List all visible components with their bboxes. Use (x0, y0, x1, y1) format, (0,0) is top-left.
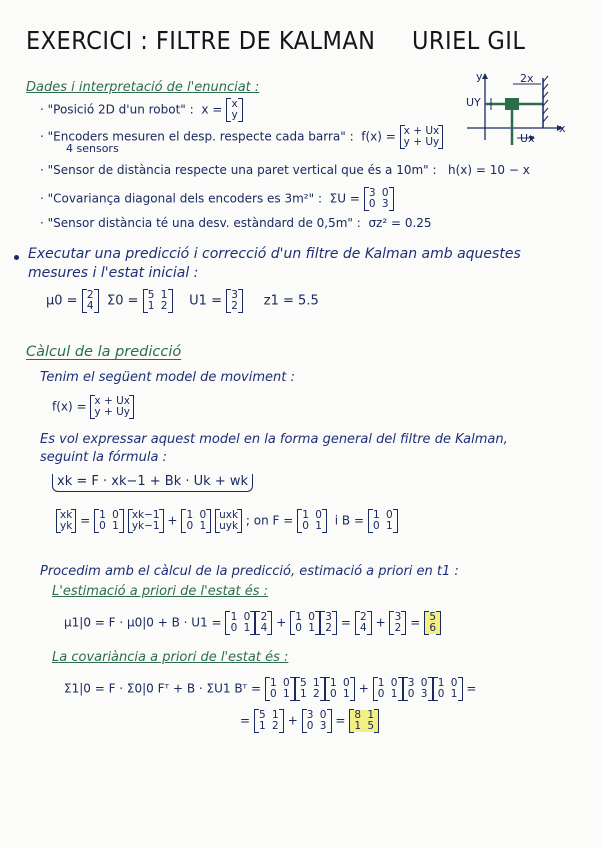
initial-values: μ0 = 2 4 Σ0 = 5 1 1 2 U1 = 3 2 z1 = 5.5 (46, 289, 319, 313)
matrix-cell: x + Ux (403, 125, 440, 137)
prior-cov-eq: Σ1|0 = F · Σ0|0 Fᵀ + B · ΣU1 Bᵀ = 1 0 0 1 5 1 1 2 1 0 0 1 + 1 0 0 1 3 0 0 3 1 0 0 1 = (64, 677, 477, 701)
matrix-cell: 1 (99, 509, 106, 521)
matrix-cell: 2 (86, 289, 94, 301)
sensor-note: 4 sensors (66, 142, 119, 155)
matrix-cell: x + Ux (94, 395, 130, 407)
matrix (90, 396, 134, 418)
matrix-cell: 1 (283, 688, 290, 701)
prior-state-heading: L'estimació a priori de l'estat és : (52, 584, 269, 599)
matrix-cell: 2 (160, 300, 168, 313)
task-line-1: Executar una predicció i correcció d'un filtre de Kalman amb aquestes (28, 246, 521, 262)
matrix-cell: 1 (450, 688, 458, 701)
matrix (225, 612, 255, 634)
matrix-cell: 3 (306, 709, 314, 721)
matrix-cell: 1 (272, 709, 279, 721)
matrix-cell: 2 (394, 622, 402, 635)
matrix (320, 612, 337, 634)
matrix-cell: xk (60, 509, 73, 521)
matrix (181, 510, 211, 532)
prior-cov-result: = 5 1 1 2 + 3 0 0 3 = 8 1 1 5 (240, 710, 379, 732)
matrix-cell: 1 (199, 520, 207, 533)
model-intro: Tenim el següent model de moviment : (40, 370, 295, 385)
matrix-cell: 2 (359, 611, 367, 623)
matrix-cell: uxk (219, 509, 239, 521)
motion-model: f(x) = x + Ux y + Uy (52, 396, 134, 418)
matrix-form: xk yk = 1 0 0 1 xk−1 yk−1 + 1 0 0 1 uxk uyk ; on F = 1 0 0 1 i B = 1 0 0 1 (56, 510, 398, 532)
matrix-cell: 0 (112, 509, 119, 521)
matrix-cell: 2 (231, 300, 238, 313)
data-heading: Dades i interpretació de l'enunciat : (26, 80, 260, 95)
page-title: EXERCICI : FILTRE DE KALMAN (26, 26, 376, 55)
matrix-cell: 0 (407, 688, 415, 701)
prior-state-eq: μ1|0 = F · μ0|0 + B · U1 = 1 0 0 1 2 4 + 1 0 0 1 3 2 = 2 4 + 3 2 = 5 6 (64, 612, 441, 634)
matrix-cell: 0 (295, 622, 302, 635)
matrix-cell: 1 (302, 509, 309, 521)
matrix (297, 510, 327, 532)
matrix-cell: 1 (315, 520, 322, 533)
matrix-cell: 1 (437, 677, 445, 689)
matrix (389, 612, 406, 634)
matrix-cell: 0 (319, 709, 327, 721)
matrix (215, 510, 242, 532)
matrix-cell: 0 (283, 677, 290, 689)
diagram-uy-label: UY (466, 96, 481, 109)
matrix-cell: 1 (300, 688, 307, 701)
matrix-cell: 1 (343, 688, 350, 701)
matrix-cell: 1 (330, 677, 337, 689)
matrix-cell: 0 (308, 611, 315, 623)
matrix-cell: 1 (308, 622, 315, 635)
matrix-cell: 1 (295, 611, 302, 623)
matrix-cell: yk (60, 520, 73, 533)
matrix-cell: 5 (259, 709, 266, 721)
matrix-cell: 5 (429, 611, 436, 623)
prediction-heading: Càlcul de la predicció (26, 344, 182, 360)
matrix-cell: yk−1 (131, 520, 160, 533)
matrix-cell: 1 (160, 289, 168, 301)
matrix-cell: y (231, 109, 238, 122)
matrix-cell: 1 (372, 509, 380, 521)
matrix-cell: 1 (270, 677, 277, 689)
matrix-cell: 0 (450, 677, 458, 689)
matrix-cell: 1 (385, 520, 393, 533)
matrix-cell: 2 (313, 688, 320, 701)
matrix-cell: 1 (313, 677, 320, 689)
matrix-cell: 0 (343, 677, 350, 689)
data-item-5: · "Sensor distància té una desv. estàndard de 0,5m" : σz² = 0.25 (40, 216, 432, 230)
matrix (254, 710, 284, 732)
matrix-cell: 1 (230, 611, 238, 623)
matrix-cell: y + Uy (94, 406, 130, 419)
result-matrix (349, 710, 379, 732)
matrix-cell: 0 (390, 677, 398, 689)
matrix-cell: 3 (394, 611, 402, 623)
matrix-cell: 5 (300, 677, 307, 689)
matrix (128, 510, 164, 532)
matrix-cell: 0 (420, 677, 428, 689)
matrix-cell: 1 (354, 720, 362, 733)
matrix-cell: 0 (377, 688, 385, 701)
robot-diagram (455, 70, 575, 150)
matrix-cell: 0 (230, 622, 238, 635)
matrix-cell: 0 (270, 688, 277, 701)
matrix-cell: 0 (199, 509, 207, 521)
diagram-y-label: y (476, 70, 483, 83)
matrix-cell: 1 (377, 677, 385, 689)
proceed-line: Procedim amb el càlcul de la predicció, estimació a priori en t1 : (40, 564, 459, 579)
matrix-cell: xk−1 (131, 509, 160, 521)
matrix-cell: 1 (367, 709, 375, 721)
diagram-x-label: x (559, 122, 566, 135)
matrix-cell: 1 (186, 509, 194, 521)
matrix-cell: 2 (260, 611, 268, 623)
matrix-cell: 0 (306, 720, 314, 733)
matrix (226, 290, 243, 312)
data-item-4: · "Covariança diagonal dels encoders es 3m²" : ΣU = 3 0 0 3 (40, 188, 394, 210)
matrix-cell: 4 (260, 622, 268, 635)
matrix (373, 678, 403, 700)
matrix (143, 290, 173, 312)
matrix-cell: 0 (385, 509, 393, 521)
matrix (295, 678, 325, 700)
matrix-cell: 0 (368, 198, 376, 211)
matrix (403, 678, 433, 700)
matrix-cell: 0 (330, 688, 337, 701)
matrix-cell: 1 (390, 688, 398, 701)
matrix-cell: 2 (272, 720, 279, 733)
matrix-cell: 0 (302, 520, 309, 533)
bullet-dot (14, 255, 19, 260)
matrix-cell: 0 (437, 688, 445, 701)
express-line-1: Es vol expressar aquest model en la forma general del filtre de Kalman, (40, 432, 508, 447)
diagram-ux-label: Ux (520, 132, 535, 145)
matrix (400, 126, 444, 148)
matrix-cell: 1 (259, 720, 266, 733)
matrix-cell: 0 (99, 520, 106, 533)
kalman-formula: xk = F · xk−1 + Bk · Uk + wk (52, 474, 253, 489)
matrix (56, 510, 76, 532)
matrix-cell: 3 (420, 688, 428, 701)
matrix (226, 99, 243, 121)
matrix-cell: 3 (319, 720, 327, 733)
result-matrix (424, 612, 441, 634)
matrix (290, 612, 320, 634)
data-item-1: · "Posició 2D d'un robot" : x = x y (40, 99, 243, 121)
matrix (82, 290, 99, 312)
author-name: URIEL GIL (412, 26, 526, 55)
matrix-cell: 2 (325, 622, 332, 635)
matrix-cell: 0 (315, 509, 322, 521)
matrix-cell: 3 (368, 187, 376, 199)
matrix-cell: 0 (381, 187, 389, 199)
prior-cov-heading: La covariància a priori de l'estat és : (52, 650, 289, 665)
matrix-cell: uyk (219, 520, 239, 533)
matrix (265, 678, 295, 700)
matrix-cell: 1 (243, 622, 251, 635)
matrix-cell: 1 (112, 520, 119, 533)
matrix (94, 510, 124, 532)
matrix (368, 510, 398, 532)
matrix-cell: 3 (231, 289, 238, 301)
data-item-2: · "Encoders mesuren el desp. respecte cada barra" : f(x) = x + Ux y + Uy (40, 126, 443, 148)
matrix-cell: 0 (243, 611, 251, 623)
matrix (255, 612, 272, 634)
matrix-cell: 8 (354, 709, 362, 721)
matrix (325, 678, 355, 700)
matrix-cell: 3 (381, 198, 389, 211)
matrix-cell: y + Uy (403, 136, 440, 149)
task-line-2: mesures i l'estat inicial : (28, 265, 199, 281)
express-line-2: seguint la fórmula : (40, 450, 167, 465)
matrix-cell: 1 (147, 300, 155, 313)
matrix (355, 612, 372, 634)
matrix-cell: 3 (407, 677, 415, 689)
matrix (364, 188, 394, 210)
matrix-cell: 5 (147, 289, 155, 301)
diagram-dist-label: 2x (520, 72, 534, 85)
matrix-cell: 6 (429, 622, 436, 635)
matrix-cell: 0 (186, 520, 194, 533)
matrix-cell: 4 (359, 622, 367, 635)
matrix-cell: 3 (325, 611, 332, 623)
matrix-cell: x (231, 98, 238, 110)
matrix (433, 678, 463, 700)
matrix-cell: 0 (372, 520, 380, 533)
matrix-cell: 4 (86, 300, 94, 313)
matrix (302, 710, 332, 732)
matrix-cell: 5 (367, 720, 375, 733)
data-item-3: · "Sensor de distància respecte una paret vertical que és a 10m" : h(x) = 10 − x (40, 163, 530, 177)
